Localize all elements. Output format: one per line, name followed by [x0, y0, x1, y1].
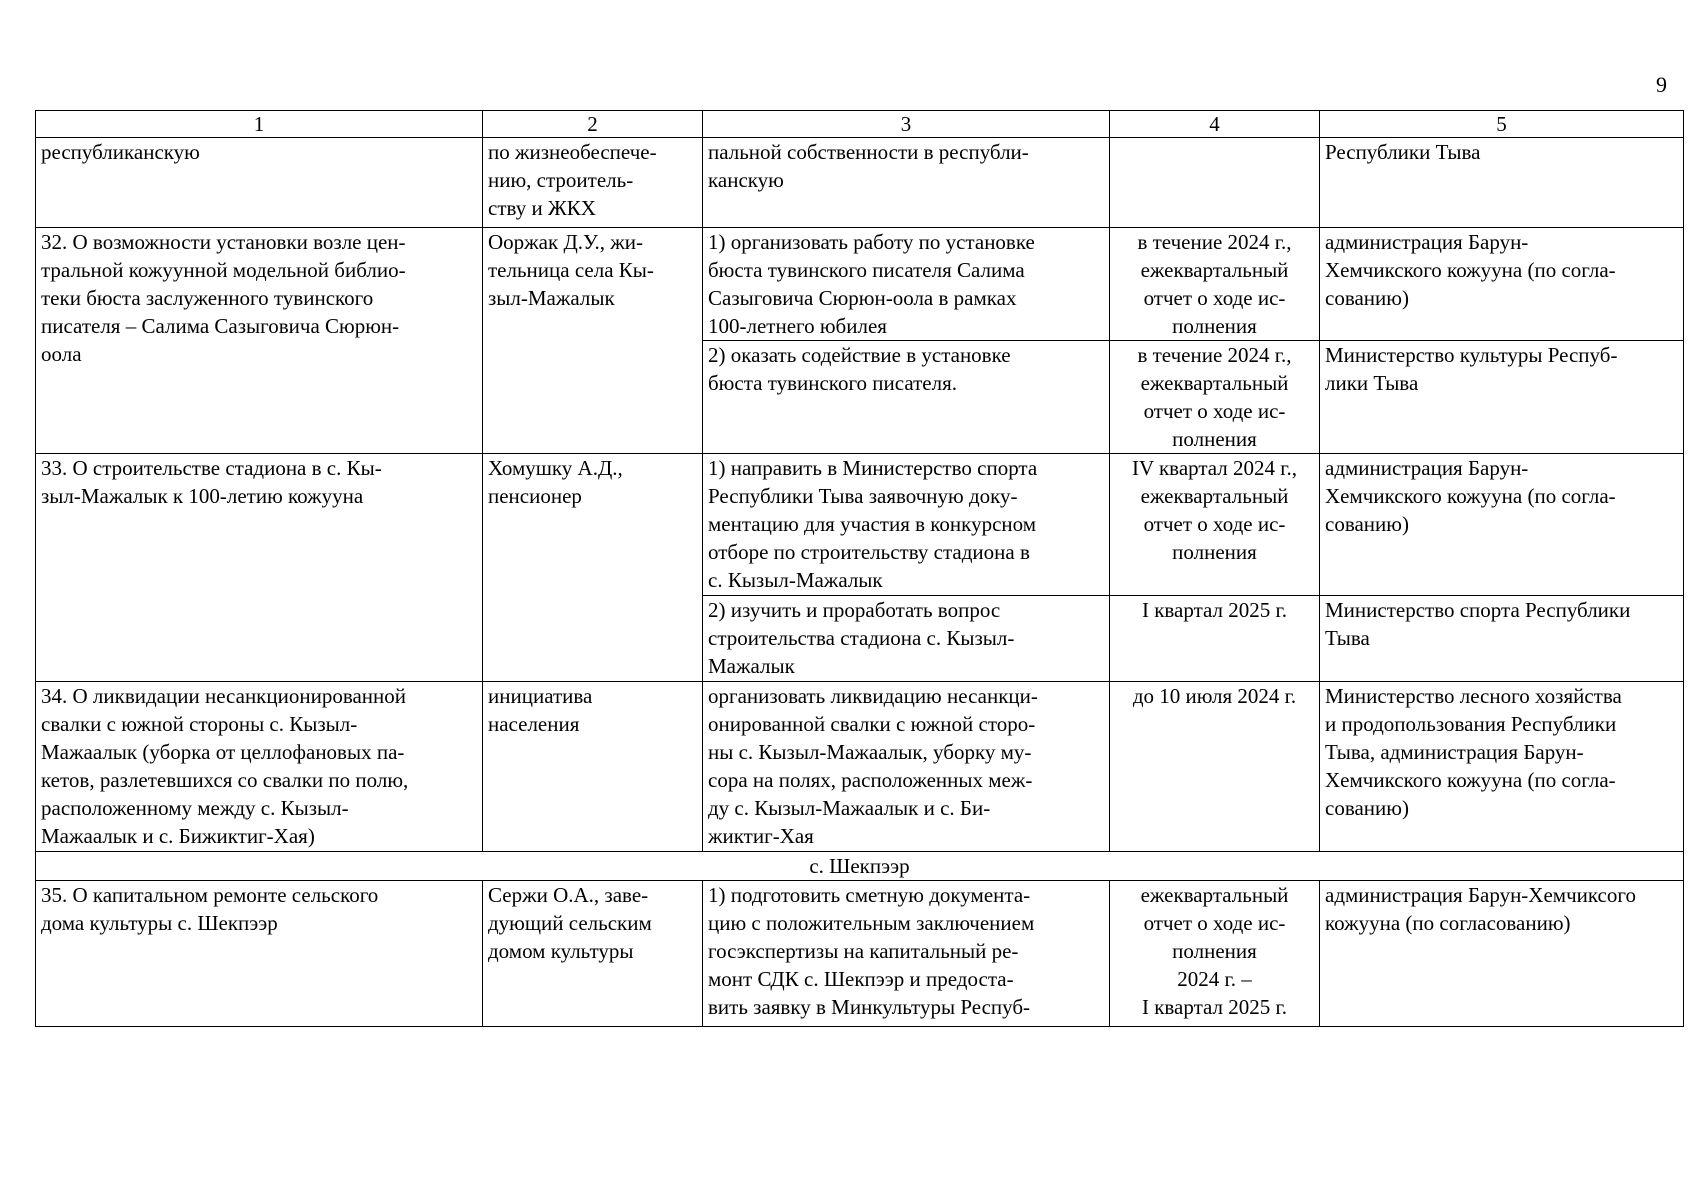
- executor-cell: Республики Тыва: [1320, 138, 1684, 228]
- issue-cell: 34. О ликвидации несанкционированной свалки с южной стороны с. Кызыл- Мажаалык (уборка от целлофановых па- кетов, разлетевшихся со свалки по полю, расположенному между с. Кызыл- Мажаалык и с. Бижиктиг-Хая): [36, 682, 483, 852]
- table-row: [36, 138, 1684, 228]
- action-cell: 2) изучить и проработать вопрос строительства стадиона с. Кызыл- Мажалык: [703, 596, 1110, 682]
- action-cell: 1) направить в Министерство спорта Республики Тыва заявочную доку- ментацию для участия в конкурсном отборе по строительству стадиона в с. Кызыл-Мажалык: [703, 454, 1110, 596]
- executor-cell: Министерство лесного хозяйства и продопользования Республики Тыва, администрация Барун- Хемчикского кожууна (по согла- сованию): [1320, 682, 1684, 852]
- issue-cell: 35. О капитальном ремонте сельского дома культуры с. Шекпээр: [36, 881, 483, 1027]
- column-header-2: 2: [483, 111, 703, 138]
- column-header-4: 4: [1110, 111, 1320, 138]
- action-cell: 2) оказать содействие в установке бюста тувинского писателя.: [703, 341, 1110, 454]
- table-row: [36, 228, 1684, 341]
- table-row: [36, 682, 1684, 852]
- table-row: [36, 454, 1684, 596]
- executor-cell: Министерство спорта Республики Тыва: [1320, 596, 1684, 682]
- issue-cell: 33. О строительстве стадиона в с. Кы- зыл-Мажалык к 100-летию кожууна: [36, 454, 483, 682]
- deadline-cell: в течение 2024 г., ежеквартальный отчет о ходе ис- полнения: [1110, 228, 1320, 341]
- action-cell: пальной собственности в республи- канскую: [703, 138, 1110, 228]
- deadline-cell: ежеквартальный отчет о ходе ис- полнения 2024 г. – I квартал 2025 г.: [1110, 881, 1320, 1027]
- issue-cell: 32. О возможности установки возле цен- тральной кожуунной модельной библио- теки бюста заслуженного тувинского писателя – Салима Сазыговича Сюрюн- оола: [36, 228, 483, 454]
- initiator-cell: Хомушку А.Д., пенсионер: [483, 454, 703, 682]
- header-row: [36, 111, 1684, 138]
- executor-cell: администрация Барун-Хемчиксого кожууна (по согласованию): [1320, 881, 1684, 1027]
- executor-cell: Министерство культуры Респуб- лики Тыва: [1320, 341, 1684, 454]
- deadline-cell: IV квартал 2024 г., ежеквартальный отчет о ходе ис- полнения: [1110, 454, 1320, 596]
- deadline-cell: до 10 июля 2024 г.: [1110, 682, 1320, 852]
- action-cell: организовать ликвидацию несанкци- онированной свалки с южной сторо- ны с. Кызыл-Мажаалык, уборку му- сора на полях, расположенных меж- ду с. Кызыл-Мажаалык и с. Би- жиктиг-Хая: [703, 682, 1110, 852]
- initiator-cell: Сержи О.А., заве- дующий сельским домом культуры: [483, 881, 703, 1027]
- section-row: [36, 852, 1684, 881]
- decisions-table: [35, 110, 1684, 1027]
- deadline-cell: I квартал 2025 г.: [1110, 596, 1320, 682]
- initiator-cell: инициатива населения: [483, 682, 703, 852]
- executor-cell: администрация Барун- Хемчикского кожууна (по согла- сованию): [1320, 228, 1684, 341]
- initiator-cell: по жизнеобеспече- нию, строитель- ству и ЖКХ: [483, 138, 703, 228]
- column-header-1: 1: [36, 111, 483, 138]
- initiator-cell: Ооржак Д.У., жи- тельница села Кы- зыл-Мажалык: [483, 228, 703, 454]
- page-number: 9: [1656, 72, 1667, 97]
- executor-cell: администрация Барун- Хемчикского кожууна (по согла- сованию): [1320, 454, 1684, 596]
- column-header-5: 5: [1320, 111, 1684, 138]
- deadline-cell: [1110, 138, 1320, 228]
- column-header-3: 3: [703, 111, 1110, 138]
- deadline-cell: в течение 2024 г., ежеквартальный отчет о ходе ис- полнения: [1110, 341, 1320, 454]
- action-cell: 1) подготовить сметную документа- цию с положительным заключением госэкспертизы на капитальный ре- монт СДК с. Шекпээр и предоста- вить заявку в Минкультуры Респуб-: [703, 881, 1110, 1027]
- section-title: с. Шекпээр: [36, 852, 1684, 881]
- table-row: [36, 881, 1684, 1027]
- issue-cell: республиканскую: [36, 138, 483, 228]
- action-cell: 1) организовать работу по установке бюста тувинского писателя Салима Сазыговича Сюрюн-оола в рамках 100-летнего юбилея: [703, 228, 1110, 341]
